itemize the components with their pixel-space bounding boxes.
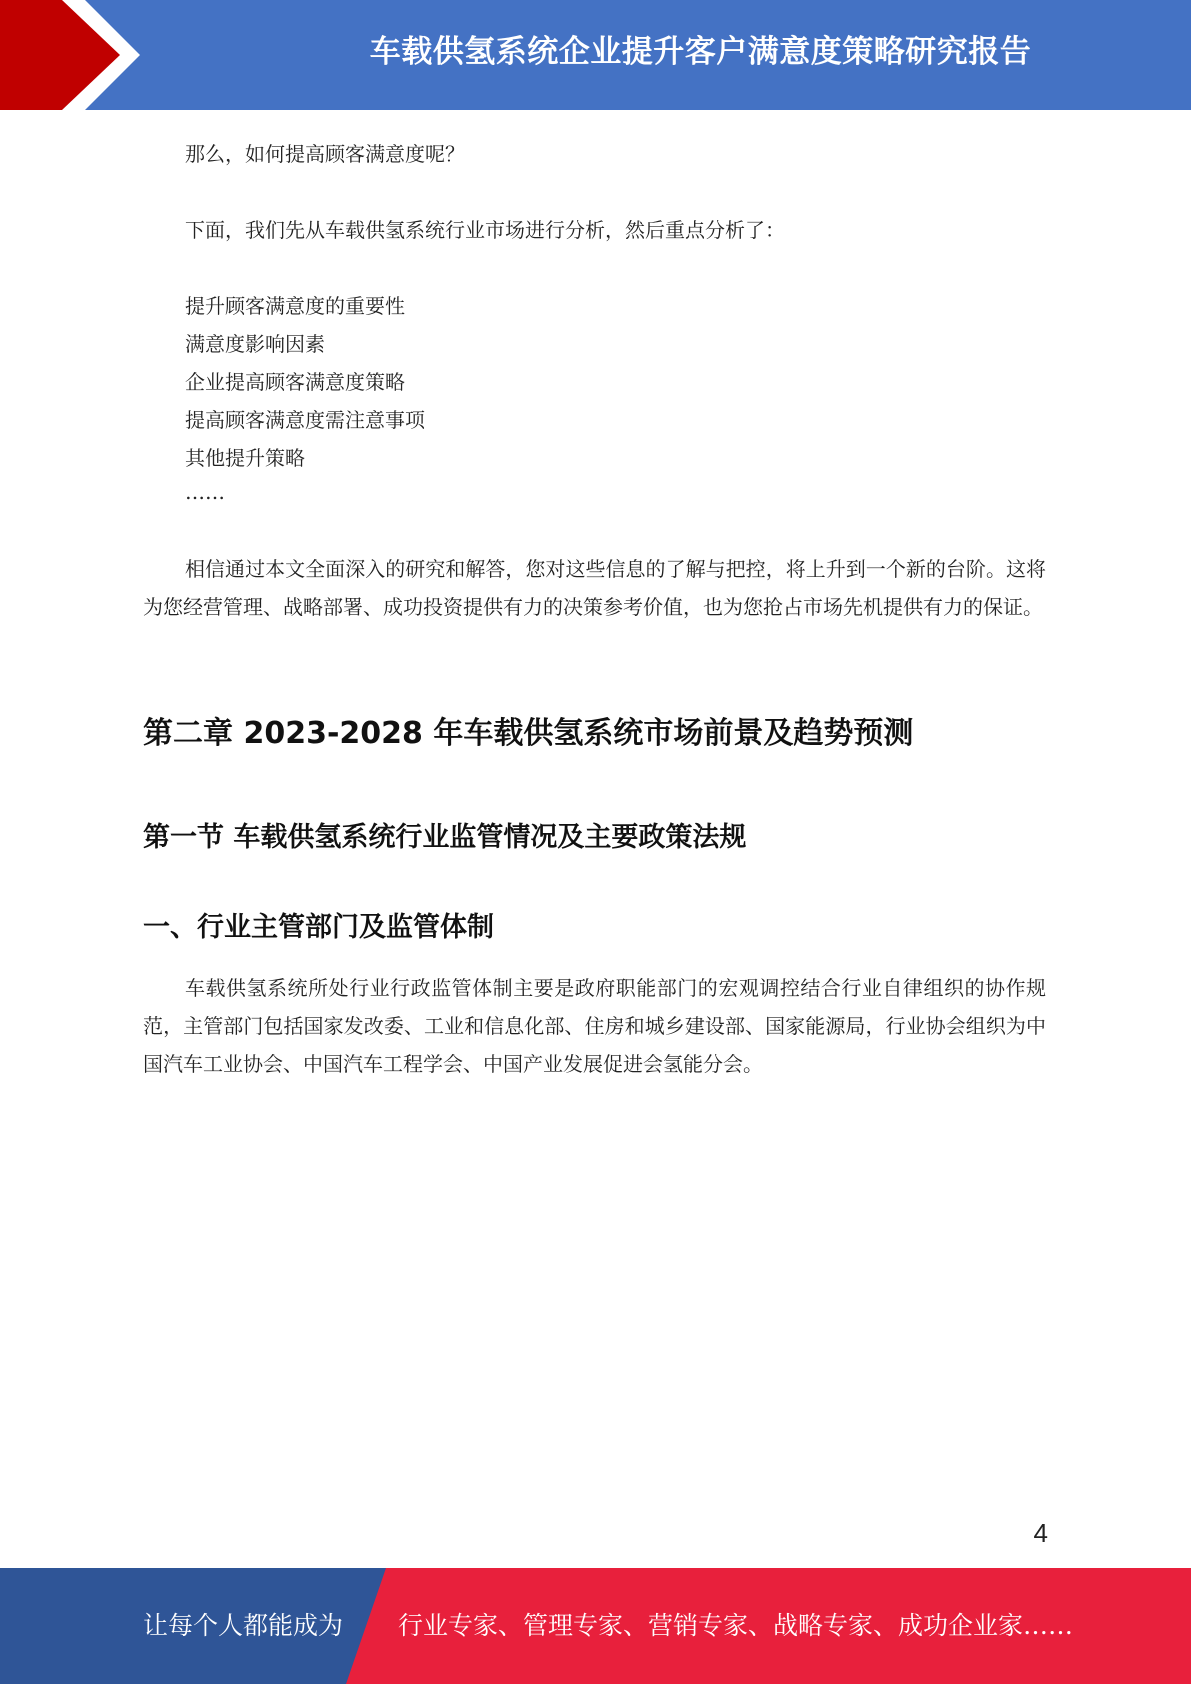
chapter-title: 第二章 2023-2028 年车载供氢系统市场前景及趋势预测: [143, 716, 914, 751]
paragraph-question: 那么，如何提高顾客满意度呢？: [185, 142, 465, 166]
section-title: 第一节 车载供氢系统行业监管情况及主要政策法规: [143, 822, 747, 853]
list-item: 提高顾客满意度需注意事项: [185, 408, 425, 432]
page-number: 4: [1033, 1518, 1048, 1548]
list-item: 提升顾客满意度的重要性: [185, 294, 405, 318]
footer-slogan-right: 行业专家、管理专家、营销专家、战略专家、成功企业家……: [398, 1611, 1074, 1640]
subsection-title: 一、行业主管部门及监管体制: [143, 912, 494, 943]
list-item: 其他提升策略: [185, 446, 305, 470]
footer-slogan-left: 让每个人都能成为: [143, 1611, 344, 1640]
page-footer: [0, 1568, 1191, 1684]
paragraph-regulation: 车载供氢系统所处行业行政监管体制主要是政府职能部门的宏观调控结合行业自律组织的协作规范，主管部门包括国家发改委、工业和信息化部、住房和城乡建设部、国家能源局，行业协会组织为中国汽车工业协会、中国汽车工程学会、中国产业发展促进会氢能分会。: [143, 976, 1046, 1076]
page-header: [0, 0, 1191, 110]
list-item: 满意度影响因素: [185, 332, 325, 356]
list-item: 企业提高顾客满意度策略: [185, 370, 405, 394]
list-item: ……: [185, 480, 225, 504]
header-title: 车载供氢系统企业提升客户满意度策略研究报告: [369, 34, 1032, 70]
paragraph-conclusion: 相信通过本文全面深入的研究和解答，您对这些信息的了解与把控，将上升到一个新的台阶。这将为您经营管理、战略部署、成功投资提供有力的决策参考价值，也为您抢占市场先机提供有力的保证。: [143, 557, 1046, 619]
paragraph-intro: 下面，我们先从车载供氢系统行业市场进行分析，然后重点分析了：: [185, 218, 785, 242]
